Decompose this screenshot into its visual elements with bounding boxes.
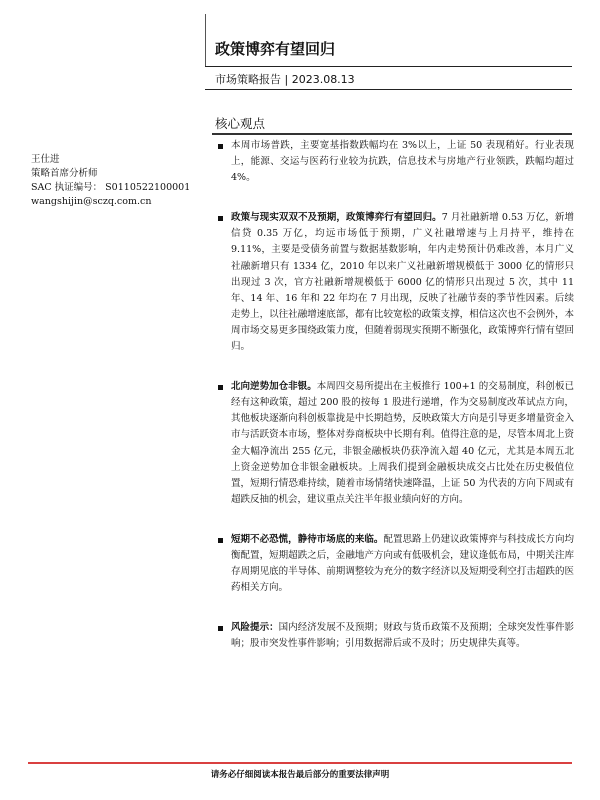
author-role: 策略首席分析师 (31, 168, 98, 179)
key-point (216, 379, 574, 508)
header-vertical-rule (205, 14, 206, 66)
key-points-list (216, 138, 574, 676)
key-point-text: 本周四交易所提出在主板推行 100+1 的交易制度，科创板已经有这种政策，超过 200 股的按每 1 股进行递增，作为交易制度改革试点方向，其他板块逐渐向科创板靠拢是中长期趋势，反映政策大方向是引导更多增量资金入市与活跃资本市场，整体对券商板块中长期有利。值得注意的是，尽管本周北上资金大幅净流出 255 亿元，非银金融板块仍获净流入超 40 亿元，尤其是本周五北上资金逆势加仓非银金融板块。上周我们提到金融板块成交占比处在历史极值位置，短期行情恐难持续，随着市场情绪快速降温，上证 50 为代表的方向下周或有超跌反抽的机会，建议重点关注半年报业绩向好的方向。 (231, 381, 574, 505)
key-point-lead: 风险提示： (231, 622, 279, 634)
report-subtitle: 市场策略报告 | 2023.08.13 (215, 73, 355, 86)
key-point-lead: 短期不必恐慌，静待市场底的来临。 (231, 533, 384, 545)
key-point-lead: 北向逆势加仓非银。 (231, 381, 317, 393)
header-rule-top (205, 66, 572, 67)
section-rule (212, 133, 572, 135)
author-name: 王仕进 (31, 154, 60, 165)
key-point-text: 7 月社融新增 0.53 万亿，新增信贷 0.35 万亿，均远市场低于预期，广义社融增速与上月持平，维持在 9.11%，主要是受债务前置与数据基数影响，年内走势预计仍难改善，本月广义社融新增只有 1334 亿，2010 年以来广义社融新增规模低于 3000 亿的情形只出现过 3 次，官方社融新增规模低于 6000 亿的情形只出现过 5 次，其中 11 年、14 年、16 年和 22 年均在 7 月出现，反映了社融节奏的季节性因素。后续走势上，以往社融增速底部，都有比较宽松的政策支撑，相信这次也不会例外，本周市场交易更多围绕政策力度，但随着弱现实预期不断强化，政策博弈行情有望回归。 (231, 212, 574, 353)
report-title: 政策博弈有望回归 (215, 40, 336, 58)
author-email: wangshijin@sczq.com.cn (31, 196, 152, 207)
footer-rule (28, 762, 572, 764)
key-point-text: 本周市场普跌，主要宽基指数跌幅均在 3%以上，上证 50 表现稍好。行业表现上，能源、交运与医药行业较为抗跌，信息技术与房地产行业领跌，跌幅均超过 4%。 (231, 140, 574, 184)
author-block (31, 153, 201, 209)
header-rule-bottom (205, 89, 572, 90)
author-sac: SAC 执证编号： S0110522100001 (31, 182, 191, 193)
key-point-text: 国内经济发展不及预期；财政与货币政策不及预期；全球突发性事件影响；股市突发性事件影响；引用数据滞后或不及时；历史规律失真等。 (231, 622, 574, 650)
bullet-icon (218, 538, 223, 543)
key-point (216, 138, 574, 186)
key-point (216, 210, 574, 355)
bullet-icon (218, 144, 223, 149)
bullet-icon (218, 216, 223, 221)
bullet-icon (218, 385, 223, 390)
key-point-lead: 政策与现实双双不及预期，政策博弈行有望回归。 (231, 212, 442, 224)
key-point (216, 532, 574, 596)
key-point-text: 配置思路上仍建议政策博弈与科技成长方向均衡配置，短期超跌之后，金融地产方向或有低吸机会，建议逢低布局，中期关注库存周期见底的半导体、前期调整较为充分的数字经济以及短期受利空打击超跌的医药相关方向。 (231, 533, 574, 594)
bullet-icon (218, 626, 223, 631)
section-title: 核心观点 (215, 116, 266, 131)
legal-disclaimer: 请务必仔细阅读本报告最后部分的重要法律声明 (210, 770, 390, 780)
key-point (216, 620, 574, 652)
